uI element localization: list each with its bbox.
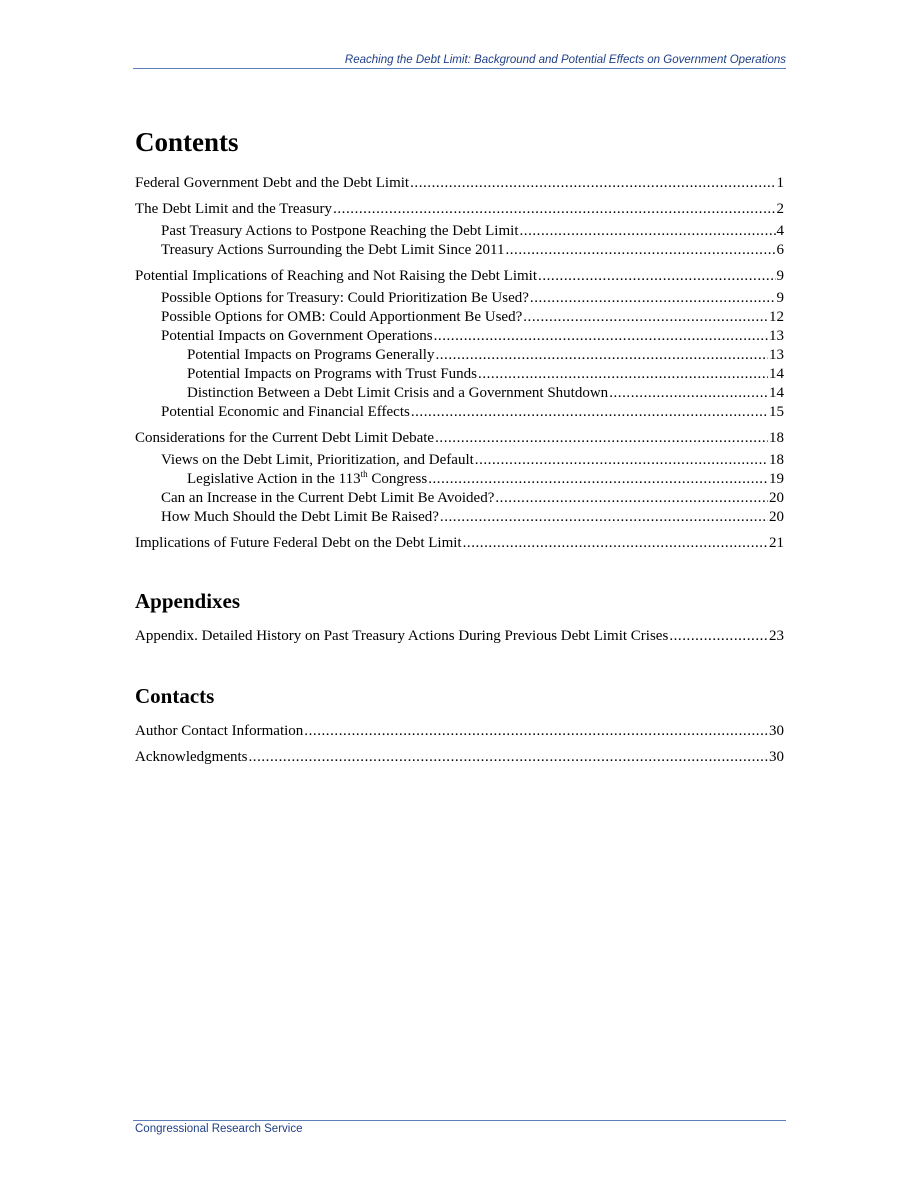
toc-entry-page: 18 [769,452,784,468]
dot-leader [505,241,775,260]
toc-entry-page: 4 [776,223,784,239]
toc-entry[interactable] [135,327,784,346]
toc-entry-page: 13 [769,328,784,344]
toc-entry-page: 9 [776,268,784,284]
toc-entry-page: 14 [769,366,784,382]
dot-leader [411,403,768,422]
dot-leader [478,365,768,384]
toc-entry-page: 14 [769,385,784,401]
table-of-contents [135,124,784,767]
toc-entry-label: How Much Should the Debt Limit Be Raised? [161,509,439,525]
toc-entry[interactable] [135,308,784,327]
dot-leader [440,508,768,527]
dot-leader [304,722,768,741]
toc-entry-page: 19 [769,471,784,487]
contacts-title: Contacts [135,684,215,708]
toc-entry[interactable] [135,384,784,403]
toc-entry-page: 23 [769,628,784,644]
toc-entry[interactable] [135,222,784,241]
toc-entry-page: 9 [776,290,784,306]
toc-entry-label-text: Congress [367,471,428,487]
contents-title: Contents [135,127,239,157]
spacer [135,553,784,587]
dot-leader [669,627,768,646]
toc-entry-label: Treasury Actions Surrounding the Debt Limit Since 2011 [161,242,505,258]
toc-entry[interactable] [135,489,784,508]
spacer [135,646,784,682]
toc-entry-label: Federal Government Debt and the Debt Limit [135,175,410,191]
dot-leader [248,748,768,767]
toc-entry[interactable] [135,451,784,470]
toc-entry-page: 1 [776,175,784,191]
toc-entry-label: Possible Options for Treasury: Could Prioritization Be Used? [161,290,529,306]
contents-list [135,174,784,553]
toc-entry-page: 12 [769,309,784,325]
toc-entry-page: 15 [769,404,784,420]
toc-entry[interactable] [135,200,784,219]
toc-entry-page: 2 [776,201,784,217]
toc-entry[interactable] [135,534,784,553]
dot-leader [435,429,768,448]
header-rule [133,68,786,69]
dot-leader [609,384,768,403]
toc-entry[interactable] [135,403,784,422]
toc-entry-label: The Debt Limit and the Treasury [135,201,333,217]
toc-entry-label: Author Contact Information [135,723,304,739]
dot-leader [475,451,768,470]
dot-leader [434,327,768,346]
running-footer: Congressional Research Service [135,1123,303,1135]
toc-entry-label: Acknowledgments [135,749,248,765]
dot-leader [519,222,775,241]
toc-entry-page: 30 [769,723,784,739]
dot-leader [333,200,775,219]
running-header: Reaching the Debt Limit: Background and Potential Effects on Government Operations [344,54,786,66]
toc-entry-label: Potential Impacts on Programs with Trust Funds [187,366,478,382]
toc-entry-label: Potential Economic and Financial Effects [161,404,410,420]
toc-entry-page: 21 [769,535,784,551]
toc-entry[interactable] [135,627,784,646]
toc-entry-label: Distinction Between a Debt Limit Crisis and a Government Shutdown [187,385,609,401]
toc-entry-label: Can an Increase in the Current Debt Limit Be Avoided? [161,490,495,506]
toc-entry-page: 30 [769,749,784,765]
ordinal-suffix: th [360,469,368,479]
dot-leader [495,489,768,508]
dot-leader [538,267,775,286]
toc-entry[interactable] [135,174,784,193]
dot-leader [435,346,768,365]
toc-entry[interactable] [135,508,784,527]
toc-entry-label: Considerations for the Current Debt Limit Debate [135,430,435,446]
dot-leader [530,289,776,308]
toc-entry-page: 20 [769,509,784,525]
toc-entry[interactable] [135,748,784,767]
contacts-list [135,722,784,767]
appendixes-list [135,627,784,646]
toc-entry-label: Past Treasury Actions to Postpone Reaching the Debt Limit [161,223,519,239]
footer-rule [133,1120,786,1121]
toc-entry[interactable] [135,241,784,260]
appendixes-title: Appendixes [135,589,241,613]
toc-entry[interactable] [135,267,784,286]
toc-entry[interactable] [135,429,784,448]
toc-entry[interactable] [135,722,784,741]
dot-leader [428,470,768,489]
toc-entry-label: Views on the Debt Limit, Prioritization, and Default [161,452,474,468]
dot-leader [523,308,768,327]
toc-entry-label: Potential Implications of Reaching and Not Raising the Debt Limit [135,268,538,284]
dot-leader [410,174,775,193]
toc-entry[interactable] [135,289,784,308]
toc-entry-page: 6 [776,242,784,258]
toc-entry-label [187,470,427,489]
toc-entry-page: 13 [769,347,784,363]
toc-entry-label: Appendix. Detailed History on Past Treasury Actions During Previous Debt Limit Crises [135,628,669,644]
toc-entry[interactable] [135,346,784,365]
toc-entry[interactable] [135,365,784,384]
toc-entry-label: Implications of Future Federal Debt on the Debt Limit [135,535,462,551]
toc-entry-page: 18 [769,430,784,446]
toc-entry-label-text: Legislative Action in the 113 [187,471,361,487]
toc-entry-label: Potential Impacts on Programs Generally [187,347,435,363]
toc-entry-page: 20 [769,490,784,506]
toc-entry-label: Possible Options for OMB: Could Apportionment Be Used? [161,309,523,325]
toc-entry[interactable] [135,470,784,489]
dot-leader [463,534,768,553]
toc-entry-label: Potential Impacts on Government Operations [161,328,433,344]
